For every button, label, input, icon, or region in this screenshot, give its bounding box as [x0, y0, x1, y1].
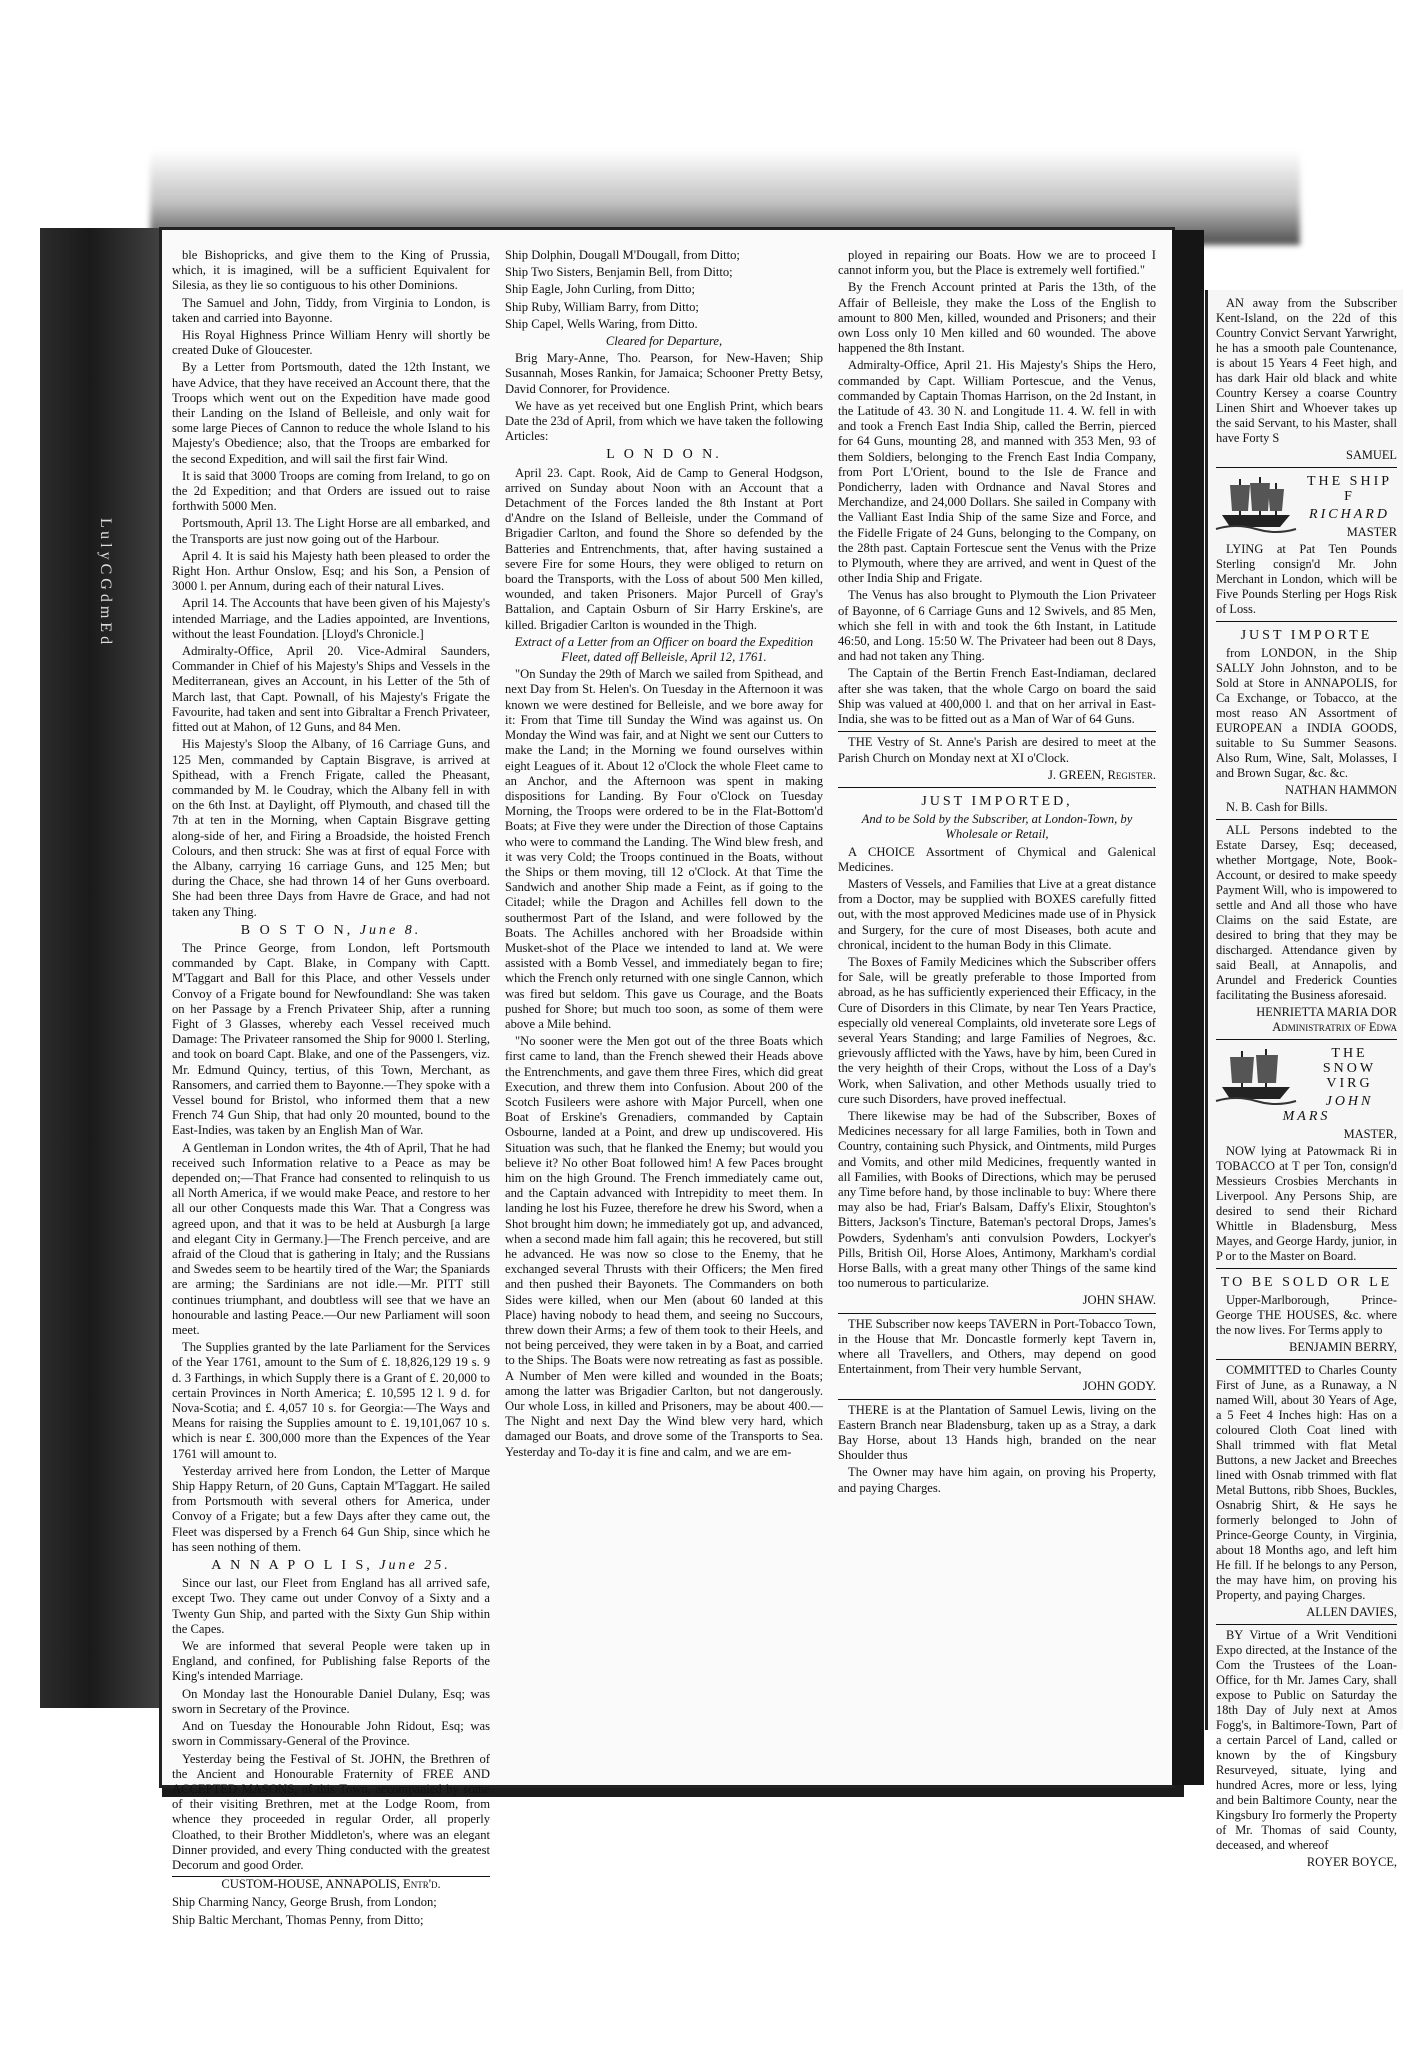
- stray-horse-notice: [838, 1399, 1156, 1496]
- sold-text: Upper-Marlborough, Prince-George THE HOUSES, &c. where the now lives. For Terms apply to: [1216, 1293, 1397, 1337]
- sold-signature: BENJAMIN BERRY,: [1289, 1340, 1397, 1354]
- article-paragraph: The Captain of the Bertin French East-Indiaman, declared after she was taken, that the whole Cargo on board the said Ship was valued at 400,000 l. and that on her arrival in East-India, she was to be fitted out as a Man of War of 64 Guns.: [838, 666, 1156, 727]
- imported-text-right: from LONDON, in the Ship SALLY John Johnston, and to be Sold at Store in ANNAPOLIS, for Ca Exchange, or Tobacco, at the most reaso AN Assortment of EUROPEAN a INDIA GOODS, suitable to Su Summer Seasons. Also Rum, Wine, Salt, Molasses, I and Brown Sugar, &c. &c.: [1216, 646, 1397, 780]
- article-paragraph: April 23. Capt. Rook, Aid de Camp to General Hodgson, arrived on Sunday about Noon with an Account that a Detachment of the Forces landed the 8th Instant at Port d'Andre on the Island of Belleisle, under the Command of Brigadier Carlton, and found the Shore so defended by the Batteries and Entrenchments, that, after having sustained a severe Fire for some Hours, they were obliged to return on board the Transports, with the Loss of about 500 Men killed, wounded, and taken Prisoners. Major Purcell of Gray's Battalion, and Captain Osburn of Sir Harry Erskine's, are killed. Brigadier Carlton is wounded in the Thigh.: [505, 465, 823, 632]
- article-paragraph: The Samuel and John, Tiddy, from Virginia to London, is taken and carried into Bayonne.: [172, 295, 490, 325]
- ship2-title: THE SNOW VIRG: [1322, 1046, 1377, 1091]
- article-paragraph: Yesterday arrived here from London, the Letter of Marque Ship Happy Return, of 20 Guns, Captain M'Taggart. He sailed from Portsmouth with several others for America, under Convoy of a Frigate; but a few Days after they came out, the Fleet was dispersed by a French 64 Gun Ship, since which he has seen nothing of them.: [172, 1463, 490, 1554]
- right-page: [1205, 290, 1403, 1869]
- writ-text: BY Virtue of a Writ Venditioni Expo directed, at the Instance of the Com the Trustees of the Loan-Office, for th Mr. James Cary, shall expose to Public on Saturday the 18th Day of July next at Amos Fogg's, in Baltimore-Town, Part of a certain Parcel of Land, called or known by the of Kingsbury Resurveyed, situate, lying and hundred Acres, more or less, lying and bein Baltimore County, near the Kingsbury Iro formerly the Property of Mr. Thomas of said County, deceased, and whereof: [1216, 1628, 1397, 1852]
- article-paragraph: Portsmouth, April 13. The Light Horse are all embarked, and the Transports are just now going out of the Harbour.: [172, 516, 490, 546]
- imported-heading: JUST IMPORTED,: [921, 793, 1073, 809]
- article-paragraph: By the French Account printed at Paris the 13th, of the Affair of Belleisle, they make the Loss of the English to amount to 800 Men, killed, wounded and Prisoners; and their own Loss only 10 Men killed and 60 wounded. The above happened the 8th Instant.: [838, 280, 1156, 356]
- custom-house-list: [172, 1895, 490, 1927]
- ship2-text: NOW lying at Patowmack Ri in TOBACCO at T per Ton, consign'd Messieurs Crosbies Merchants in Liverpool. Any Persons Ship, are desired to send their Richard Whittle in Bladensburg, Mess Mayes, and George Hardy, junior, in P or to the Master on Board.: [1216, 1144, 1397, 1263]
- list-line: Ship Baltic Merchant, Thomas Penny, from Ditto;: [172, 1912, 424, 1927]
- article-paragraph: ployed in repairing our Boats. How we are to proceed I cannot inform you, but the Place is extremely well fortified.": [838, 248, 1156, 278]
- imported-subheading: And to be Sold by the Subscriber, at London-Town, by Wholesale or Retail,: [861, 812, 1133, 842]
- article-paragraph: Yesterday being the Festival of St. JOHN, the Brethren of the Ancient and Honourable Fraternity of FREE AND ACCEPTED MASONS, of this Town, accompanied by some of their visiting Brethren, met at the Lodge Room, from whence they proceeded in regular Order, all properly Cloathed, to their Brother Middleton's, where was an elegant Dinner provided, and every Thing conducted with the greatest Decorum and good Order.: [172, 1751, 490, 1872]
- ship1-master: MASTER: [1346, 525, 1397, 539]
- ship-richard-ad: [1216, 467, 1397, 617]
- list-line: Ship Dolphin, Dougall M'Dougall, from Ditto;: [505, 248, 740, 262]
- left-page-edge: [40, 228, 165, 1708]
- ships-list: [505, 248, 823, 332]
- col1b-paragraphs: [172, 941, 490, 1555]
- article-paragraph: Admiralty-Office, April 21. His Majesty's Ships the Hero, commanded by Capt. William Portescue, and the Venus, commanded by Captain Thomas Harrison, on the 2d Instant, in the Latitude of 43. 30 N. and Longitude 11. 4. W. fell in with and took a French East India Ship, called the Berrin, pierced for 64 Guns, mounting 28, and manned with 353 Men, 93 of them Soldiers, belonging to the French East India Company, from Port L'Orient, bound to the Isle de France and Pondicherry, laden with Ordnance and Naval Stores and Merchandize, and 24,000 Dollars. She sailed in Company with the Valliant East India Ship of the same Size and Force, and the Fidelle Frigate of 24 Guns, belonging to the Company, on the 28th past. Captain Fortescue sent the Venus with the Prize to Plymouth, where they are arrived, and went in Quest of the other India Ship and Frigate.: [838, 358, 1156, 586]
- extract-heading: Extract of a Letter from an Officer on board the Expedition Fleet, dated off Belleisle, April 12, 1761.: [514, 634, 814, 665]
- ship-illustration-icon: [1216, 473, 1296, 533]
- column-1: [172, 248, 490, 1930]
- imported-heading-right: JUST IMPORTE: [1240, 628, 1373, 643]
- article-paragraph: The Venus has also brought to Plymouth the Lion Privateer of Bayonne, of 6 Carriage Guns and 12 Swivels, and 85 Men, which she fell in with and took the 6th Instant, in Latitude 46:50, and Long. 15:50 W. The Privateer had been out 8 Days, and had not taken any Thing.: [838, 588, 1156, 664]
- runaway-ad: AN away from the Subscriber Kent-Island, on the 22d of this Country Convict Servant Yarwright, he has a smooth pale Countenance, is about 15 Years 4 Feet high, and has dark Hair old black and white Country Kersey a coarse Country Linen Shirt and Whoever takes up the said Servant, to his Master, shall have Forty S: [1216, 296, 1397, 445]
- article-paragraph: His Royal Highness Prince William Henry will shortly be created Duke of Gloucester.: [172, 328, 490, 358]
- article-paragraph: April 4. It is said his Majesty hath been pleased to order the Right Hon. Arthur Onslow, Esq; and his Son, a Pension of 3000 l. per Annum, during each of their natural Lives.: [172, 548, 490, 594]
- ship2-name: JOHN MARS: [1282, 1094, 1374, 1124]
- vestry-text: THE Vestry of St. Anne's Parish are desired to meet at the Parish Church on Monday next at XI o'Clock.: [838, 735, 1156, 765]
- vestry-signature: J. GREEN, Register.: [1047, 767, 1156, 782]
- english-print-intro: We have as yet received but one English Print, which bears Date the 23d of April, from which we have taken the following Articles:: [505, 398, 823, 444]
- col2b-paragraphs: [505, 667, 823, 1460]
- tavern-text: THE Subscriber now keeps TAVERN in Port-Tobacco Town, in the House that Mr. Doncastle formerly kept Tavern in, where all Travellers, and Others, may depend on good Entertainment, from Their very humble Servant,: [838, 1316, 1156, 1377]
- col3a-paragraphs: [838, 248, 1156, 727]
- imported-signature-right: NATHAN HAMMON: [1285, 783, 1397, 797]
- article-paragraph: Since our last, our Fleet from England has all arrived safe, except Two. They came out under Convoy of a Sixty and a Twenty Gun Ship, and parted with the Sixty Gun Ship within the Capes.: [172, 1576, 490, 1636]
- just-imported-ad: [1216, 621, 1397, 815]
- estate-signature: HENRIETTA MARIA DOR Administratrix of Edwa: [1256, 1005, 1397, 1034]
- stray-text: THERE is at the Plantation of Samuel Lewis, living on the Eastern Branch near Bladensburg, taken up as a Stray, a dark Bay Horse, about 13 Hands high, branded on the near Shoulder thus: [838, 1402, 1156, 1463]
- article-paragraph: By a Letter from Portsmouth, dated the 12th Instant, we have Advice, that they have received an Account there, that the Troops which went out on the Expedition have made good their Landing on the Island of Belleisle, and only wait for some large Pieces of Cannon to reduce the whole Island to his Majesty's Obedience; also, that the Troops are embarked for the second Expedition, and will sail the first fair Wind.: [172, 360, 490, 466]
- annapolis-heading: [172, 1558, 490, 1573]
- article-paragraph: A Gentleman in London writes, the 4th of April, That he had received such Information relative to a Peace as may be depended on;—That France had consented to relinquish to us all North America, if we would make Peace, and restore to her all our other Conquests made this War. That a Congress was agreed upon, and that it was to be held at Ausburgh [a large and elegant City in Germany.]—The French perceive, and are afraid of the Cloud that is gathering in Italy; and the Russians and Swedes seem to be heartily tired of the War; the Spaniards are arming; the Sardinians are not idle.—Mr. PITT still continues triumphant, and doubtless will see that we have an honourable and lasting Peace.—Our new Parliament will soon meet.: [172, 1140, 490, 1338]
- imported-nb: N. B. Cash for Bills.: [1226, 800, 1328, 814]
- article-paragraph: On Monday last the Honourable Daniel Dulany, Esq; was sworn in Secretary of the Province.: [172, 1686, 490, 1716]
- london-heading: L O N D O N.: [606, 447, 722, 463]
- article-paragraph: And on Tuesday the Honourable John Ridout, Esq; was sworn in Commissary-General of the Province.: [172, 1719, 490, 1749]
- article-paragraph: Masters of Vessels, and Families that Live at a great distance from a Doctor, may be supplied with BOXES carefully fitted out, with the most approved Medicines made use of in Physick and Surgery, for the cure of most Diseases, both acute and chronical, incident to the human Body in this Climate.: [838, 876, 1156, 952]
- committed-text: COMMITTED to Charles County First of June, as a Runaway, a N named Will, about 30 Years of Age, a 5 Feet 4 Inches high: Has on a coloured Cloth Coat lined with Shall trimmed with flat Metal Buttons, a new Jacket and Breeches lined with Osnab trimmed with flat Metal Buttons, ribb Shoes, Buckles, Osnabrig Shirt, & He says he formerly belonged to John of Prince-George County, in Virginia, about 18 Months ago, and left him He fill. If he belongs to any Person, the may have him, on proving his Property, and paying Charges.: [1216, 1363, 1397, 1602]
- ship1-name: RICHARD: [1309, 507, 1390, 522]
- medicines-signature: JOHN SHAW.: [1082, 1293, 1156, 1308]
- vestry-notice: [838, 731, 1156, 783]
- ship1-text: LYING at Pat Ten Pounds Sterling consign'd Mr. John Merchant in London, which will be Five Pounds Sterling per Hogs Risk of Loss.: [1216, 542, 1397, 616]
- article-paragraph: The Prince George, from London, left Portsmouth commanded by Capt. Blake, in Company with Captt. M'Taggart and Ball for this Place, and other Vessels under Convoy of a Frigate bound for Newfoundland: She was taken on her Passage by a French Privateer Ship, after a running Fight of 3 Glasses, whereby each Vessel received much Damage: The Privateer ransomed the Ship for 9000 l. Sterling, and took on board Capt. Blake, and one of the Passengers, viz. Mr. Edmund Quincy, tertius, of this Town, Merchant, as Ransomers, and carried them to Bayonne.—They spoke with a Vessel bound for Bristol, who informed them that a new French 74 Gun Ship, that had only 20 mounted, bound to the East-Indies, was taken by an English Man of War.: [172, 940, 490, 1138]
- boston-date: June 8.: [359, 922, 422, 938]
- article-paragraph: "On Sunday the 29th of March we sailed from Spithead, and next Day from St. Helen's. On Tuesday in the Afternoon it was known we were destined for Belleisle, and we bore away for it: From that Time till Sunday the Wind was against us. On Monday the Wind was fair, and at Night we sent our Cutters to make the Land; in the Morning we found ourselves within eight Leagues of it. About 12 o'Clock the whole Fleet came to an Anchor, and the Afternoon was spent in making dispositions for Landing. By Four o'Clock on Tuesday Morning, the Troops were ordered to be in the Flat-Bottom'd Boats; at Five they were under the Direction of those Captains who were to command the Landing. The Wind blew fresh, and it was very Cold; the Troops continued in the Boats, without the Ships or them moving, till 12 o'Clock. At that Time the Sandwich and another Ship made a Feint, as if going to the Citadel; while the Dragon and Achilles fell down to the southermost Part of the Island, and were followed by the Boats. The Achilles anchored with her Broadside within Musket-shot of the Place we intended to land at. We were assisted with a Bomb Vessel, and immediately began to fire; which the French only returned with one single Cannon, which was fired but seldom. This gave us Courage, and the Boats pushed for Shore; but much too soon, as some of them were above a Mile behind.: [505, 667, 823, 1031]
- article-paragraph: We are informed that several People were taken up in England, and confined, for Publishing false Reports of the King's intended Marriage.: [172, 1639, 490, 1684]
- right-column: [1208, 290, 1403, 1870]
- writ-notice: [1216, 1624, 1397, 1870]
- boston-heading-text: B O S T O N,: [240, 922, 354, 938]
- article-paragraph: There likewise may be had of the Subscriber, Boxes of Medicines necessary for all large Families, both in Town and Country, containing such Physick, and Ointments, mild Purges and Vomits, and other mild Medicines, frequently wanted in all Families, with Books of Directions, which may be perused any Time before hand, by those inclinable to buy: Where there may also be had, Friar's Balsam, Daffy's Elixir, Stoughton's Bitters, Jackson's Tincture, Bateman's pectoral Drops, James's Powders, Sydenham's anti convulsion Powders, Lockyer's Pills, British Oil, Horse Aloes, Antimony, Markham's cordial Horse Balls, with a great many other Things of the same kind too numerous to particularize.: [838, 1108, 1156, 1291]
- list-line: Ship Ruby, William Barry, from Ditto;: [505, 299, 699, 314]
- tavern-advertisement: [838, 1313, 1156, 1395]
- column-2: [505, 248, 823, 1462]
- list-line: Ship Two Sisters, Benjamin Bell, from Ditto;: [505, 265, 733, 280]
- article-paragraph: The Supplies granted by the late Parliament for the Services of the Year 1761, amount to the Sum of £. 18,826,129 19 s. 9 d. 3 Farthings, in which Supply there is a Grant of £. 20,000 to certain Provinces in North America; £. 10,595 12 l. 9 d. for Nova-Scotia; and £. 4,057 10 s. for Georgia:—The Ways and Means for raising the Supplies amount to £. 19,101,067 10 s. which is near £. 300,000 more than the Expences of the Year 1761 will amount to.: [172, 1340, 490, 1461]
- cleared-text: Brig Mary-Anne, Tho. Pearson, for New-Haven; Ship Susannah, Moses Rankin, for Jamaica; Schooner Pretty Betsy, David Connorer, for Providence.: [505, 351, 823, 396]
- medicines-paragraphs: [838, 845, 1156, 1292]
- article-paragraph: It is said that 3000 Troops are coming from Ireland, to go on the 2d Expedition; and that Orders are issued out to raise forthwith 5000 Men.: [172, 468, 490, 514]
- col1-paragraphs: [172, 248, 490, 920]
- tavern-signature: JOHN GODY.: [1082, 1379, 1156, 1394]
- boston-heading: [172, 923, 490, 938]
- stray-text-2: The Owner may have him again, on proving his Property, and paying Charges.: [838, 1465, 1156, 1495]
- list-line: Ship Charming Nancy, George Brush, from London;: [172, 1895, 437, 1910]
- article-paragraph: Admiralty-Office, April 20. Vice-Admiral Saunders, Commander in Chief of his Majesty's Ships and Vessels in the Mediterranean, gives an Account, in his Letter of the 5th of March last, that Capt. Pownall, of his Majesty's Frigate the Favourite, had taken and sent into Gibraltar a French Privateer, fitted out at Mahon, of 12 Guns, and 84 Men.: [172, 644, 490, 735]
- list-line: Ship Capel, Wells Waring, from Ditto.: [505, 316, 698, 331]
- column-3: [838, 248, 1156, 1498]
- annapolis-date: June 25.: [379, 1558, 451, 1574]
- col2a-paragraphs: [505, 466, 823, 633]
- col1c-paragraphs: [172, 1576, 490, 1873]
- article-paragraph: A CHOICE Assortment of Chymical and Galenical Medicines.: [838, 844, 1156, 874]
- article-paragraph: His Majesty's Sloop the Albany, of 16 Carriage Guns, and 125 Men, commanded by Captain Bisgrave, is arrived at Spithead, with a French Frigate, called the Pheasant, commanded by M. le Coudray, which the Albany fell in with on the 6th Inst. at Daylight, off Plymouth, and chased till the 7th at ten in the Morning, when Captain Bisgrave getting along-side of her, and Firing a Broadside, the hoisted French Colours, and then struck: She was at first of equal Force with the Albany, carrying 16 carriage Guns, and 125 Men; but during the Chace, she had thrown 14 of her Guns overboard. She had been three Days from Havre de Grace, and had not taken any Thing.: [172, 737, 490, 919]
- estate-notice: [1216, 819, 1397, 1035]
- committed-notice: [1216, 1359, 1397, 1620]
- sold-heading: TO BE SOLD OR LE: [1220, 1275, 1393, 1290]
- committed-signature: ALLEN DAVIES,: [1306, 1605, 1397, 1619]
- article-paragraph: "No sooner were the Men got out of the three Boats which first came to land, than the French shewed their Heads above the Entrenchments, and gave them three Fires, which did great Execution, and threw them into Confusion. About 200 of the Scotch Fusileers were ashore with Major Purcell, when one Boat of Erskine's Grenadiers, commanded by Captain Osbourne, landed at a Point, and drew up undiscovered. His Situation was such, that he flanked the Enemy; but would you believe it? No other Boat followed him! A few Paces brought him on the high Ground. The French immediately came out, and the Captain advanced with Intrepidity to meet them. In landing he lost his Fuzee, therefore he drew his Sword, when a Shot brought him down; he immediately got up, and advanced, when a second made him fall again; this he recovered, but still he advanced. He was now so close to the Enemy, that he exchanged several Thrusts with their Officers; the Men fired and then pushed their Bayonets. The Commanders on both Sides were killed, when our Men (about 60 landed at this Place) having nobody to head them, and seeing no Succours, threw down their Arms; a few of them took to their Heels, and not being perceived, they were taken in by a Boat, and carried to the Ships. The Boats were now retreating as fast as possible. A Number of Men were killed and wounded in the Boats; among the latter was Brigadier Carlton, but not dangerously. Our whole Loss, in killed and Prisoners, may be about 400.—The Night and next Day the Wind blew very hard, which damaged our Boats, and drove some of the Transports to Sea. Yesterday and To-day it is fine and calm, and we are em-: [505, 1034, 823, 1459]
- left-margin-text: L u l y C G d m E d: [97, 518, 114, 645]
- estate-text: ALL Persons indebted to the Estate Darsey, Esq; deceased, whether Mortgage, Note, Book-Account, or desired to make speedy Payment Will, who is impowered to settle and And all those who have Claims on the said Estate, are desired to bring that they may be discharged. Attendance given by said Beall, at Annapolis, and Arundel and Frederick Counties facilitating the Business aforesaid.: [1216, 823, 1397, 1002]
- writ-signature: ROYER BOYCE,: [1306, 1855, 1397, 1869]
- newspaper-page: [162, 230, 1172, 1927]
- ship-illustration-icon: [1216, 1045, 1296, 1105]
- to-be-sold-ad: [1216, 1268, 1397, 1355]
- article-paragraph: ble Bishopricks, and give them to the King of Prussia, which, it is imagined, will be a sufficient Equivalent for Silesia, as they lie so contiguous to his other Dominions.: [172, 248, 490, 293]
- custom-house-heading: CUSTOM-HOUSE, ANNAPOLIS, Entr'd.: [172, 1876, 490, 1892]
- page-gutter: [1172, 230, 1204, 1785]
- article-paragraph: The Boxes of Family Medicines which the Subscriber offers for Sale, will be greatly preferable to those Imported from abroad, as he has sufficiently experienced their Efficacy, in the Cure of Disorders in this Climate, by near Ten Years Practice, especially old venereal Complaints, old inveterate sore Legs of several Years Standing; and large Families of Negroes, &c. grievously afflicted with the Yaws, have by him, been Cured in the very heighth of their Crops, without the Loss of a Day's Work, when Salivation, and other Methods usually tried to cure such Disorders, have proved ineffectual.: [838, 954, 1156, 1106]
- annapolis-heading-text: A N N A P O L I S,: [211, 1558, 373, 1574]
- snow-virginia-ad: [1216, 1039, 1397, 1264]
- ship1-title: THE SHIP F: [1306, 474, 1393, 504]
- list-line: Ship Eagle, John Curling, from Ditto;: [505, 282, 695, 297]
- medicines-advertisement: [838, 787, 1156, 1309]
- cleared-heading: Cleared for Departure,: [605, 334, 723, 349]
- runaway-signature: SAMUEL: [1346, 448, 1397, 462]
- ship2-master: MASTER,: [1343, 1127, 1397, 1141]
- article-paragraph: April 14. The Accounts that have been given of his Majesty's intended Marriage, and the Ladies appointed, are Inventions, without the least Foundation. [Lloyd's Chronicle.]: [172, 596, 490, 641]
